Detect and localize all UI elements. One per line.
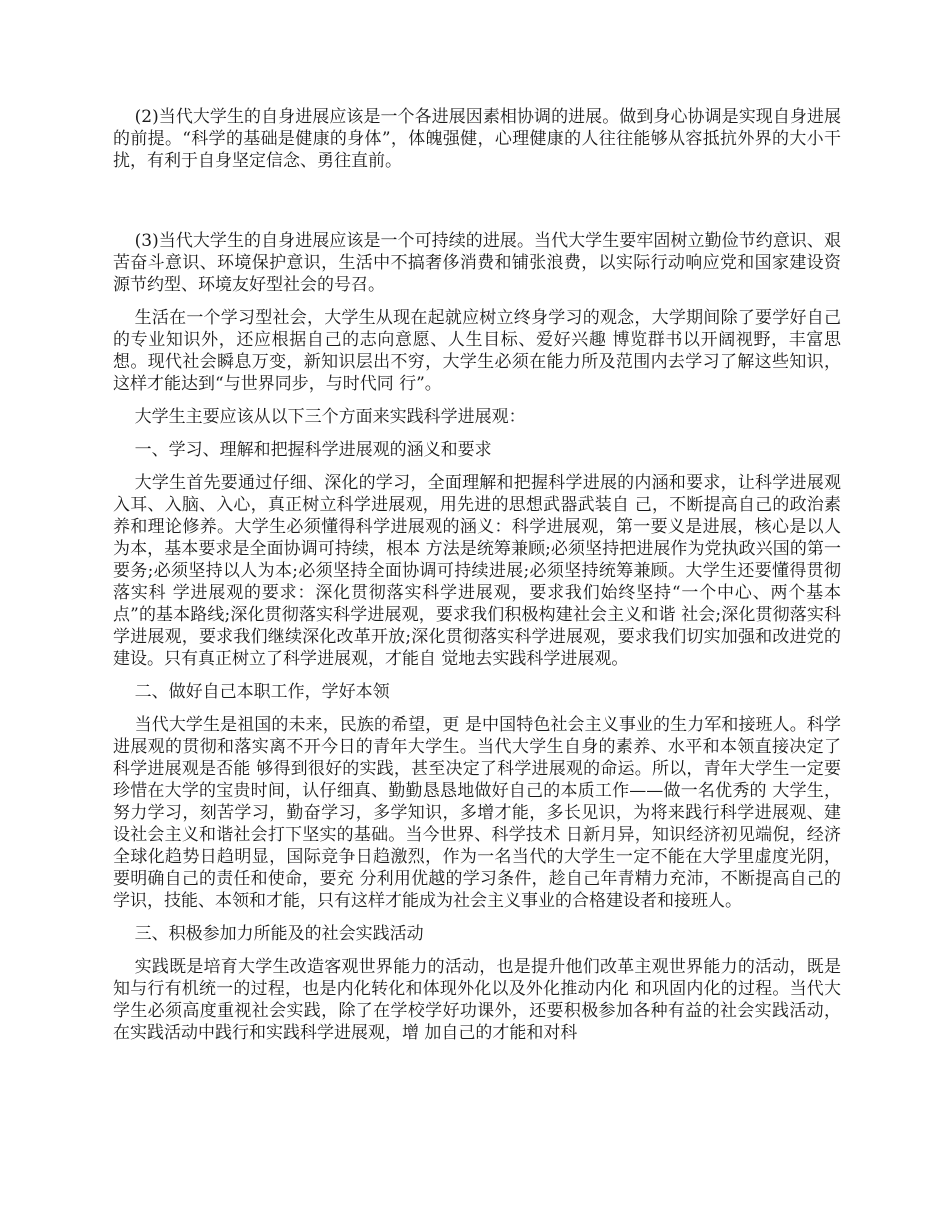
section-heading-2: 二、做好自己本职工作，学好本领 [134,682,390,702]
paragraph-section-3-body: 实践既是培育大学生改造客观世界能力的活动，也是提升他们改革主观世界能力的活动，既是知与行有机统一的过程，也是内化转化和体现外化以及外化推动内化 和巩固内化的过程。当代大学生必须高度重视社会实践，除了在学校学好功课外，还要积极参加各种有益的社会实践活动，在实践活动中践行和实践科学进展观，增 加自己的才能和对科 [113,957,841,1043]
section-heading-1: 一、学习、理解和把握科学进展观的涵义和要求 [134,440,492,460]
paragraph-self-development-sustainable: (3)当代大学生的自身进展应该是一个可持续的进展。当代大学生要牢固树立勤俭节约意识、艰苦奋斗意识、环境保护意识，生活中不搞奢侈消费和铺张浪费，以实际行动响应党和国家建设资源节约型、环境友好型社会的号召。 [113,231,841,295]
paragraph-self-development-coordination: (2)当代大学生的自身进展应该是一个各进展因素相协调的进展。做到身心协调是实现自身进展的前提。“科学的基础是健康的身体”，体魄强健，心理健康的人往往能够从容抵抗外界的大小干扰，有利于自身坚定信念、勇往直前。 [113,107,841,171]
paragraph-section-2-body: 当代大学生是祖国的未来，民族的希望，更 是中国特色社会主义事业的生力军和接班人。科学进展观的贯彻和落实离不开今日的青年大学生。当代大学生自身的素养、水平和本领直接决定了科学进展观是否能 够得到很好的实践，甚至决定了科学进展观的命运。所以，青年大学生一定要珍惜在大学的宝贵时间，认仔细真、勤勤恳恳地做好自己的本质工作——做一名优秀的 大学生，努力学习，刻苦学习，勤奋学习，多学知识，多增才能，多长见识，为将来践行科学进展观、建设社会主义和谐社会打下坚实的基础。当今世界、科学技术 日新月异，知识经济初见端倪，经济全球化趋势日趋明显，国际竞争日趋激烈，作为一名当代的大学生一定不能在大学里虚度光阴，要明确自己的责任和使命，要充 分利用优越的学习条件，趁自己年青精力充沛，不断提高自己的学识，技能、本领和才能，只有这样才能成为社会主义事业的合格建设者和接班人。 [113,715,841,911]
section-heading-3: 三、积极参加力所能及的社会实践活动 [134,924,424,944]
paragraph-three-aspects-intro: 大学生主要应该从以下三个方面来实践科学进展观： [134,407,526,427]
paragraph-lifelong-learning: 生活在一个学习型社会，大学生从现在起就应树立终身学习的观念，大学期间除了要学好自己的专业知识外，还应根据自己的志向意愿、人生目标、爱好兴趣 博览群书以开阔视野，丰富思想。现代社会瞬息万变，新知识层出不穷，大学生必须在能力所及范围内去学习了解这些知识，这样才能达到“与世界同步，与时代同 行”。 [113,308,841,394]
document-body [113,106,841,1044]
paragraph-section-1-body: 大学生首先要通过仔细、深化的学习，全面理解和把握科学进展的内涵和要求，让科学进展观入耳、入脑、入心，真正树立科学进展观，用先进的思想武器武装自 己，不断提高自己的政治素养和理论修养。大学生必须懂得科学进展观的涵义：科学进展观，第一要义是进展，核心是以人为本，基本要求是全面协调可持续，根本 方法是统筹兼顾;必须坚持把进展作为党执政兴国的第一要务;必须坚持以人为本;必须坚持全面协调可持续进展;必须坚持统筹兼顾。大学生还要懂得贯彻落实科 学进展观的要求：深化贯彻落实科学进展观，要求我们始终坚持“一个中心、两个基本点”的基本路线;深化贯彻落实科学进展观，要求我们积极构建社会主义和谐 社会;深化贯彻落实科学进展观，要求我们继续深化改革开放;深化贯彻落实科学进展观，要求我们切实加强和改进党的建设。只有真正树立了科学进展观，才能自 觉地去实践科学进展观。 [113,473,841,669]
